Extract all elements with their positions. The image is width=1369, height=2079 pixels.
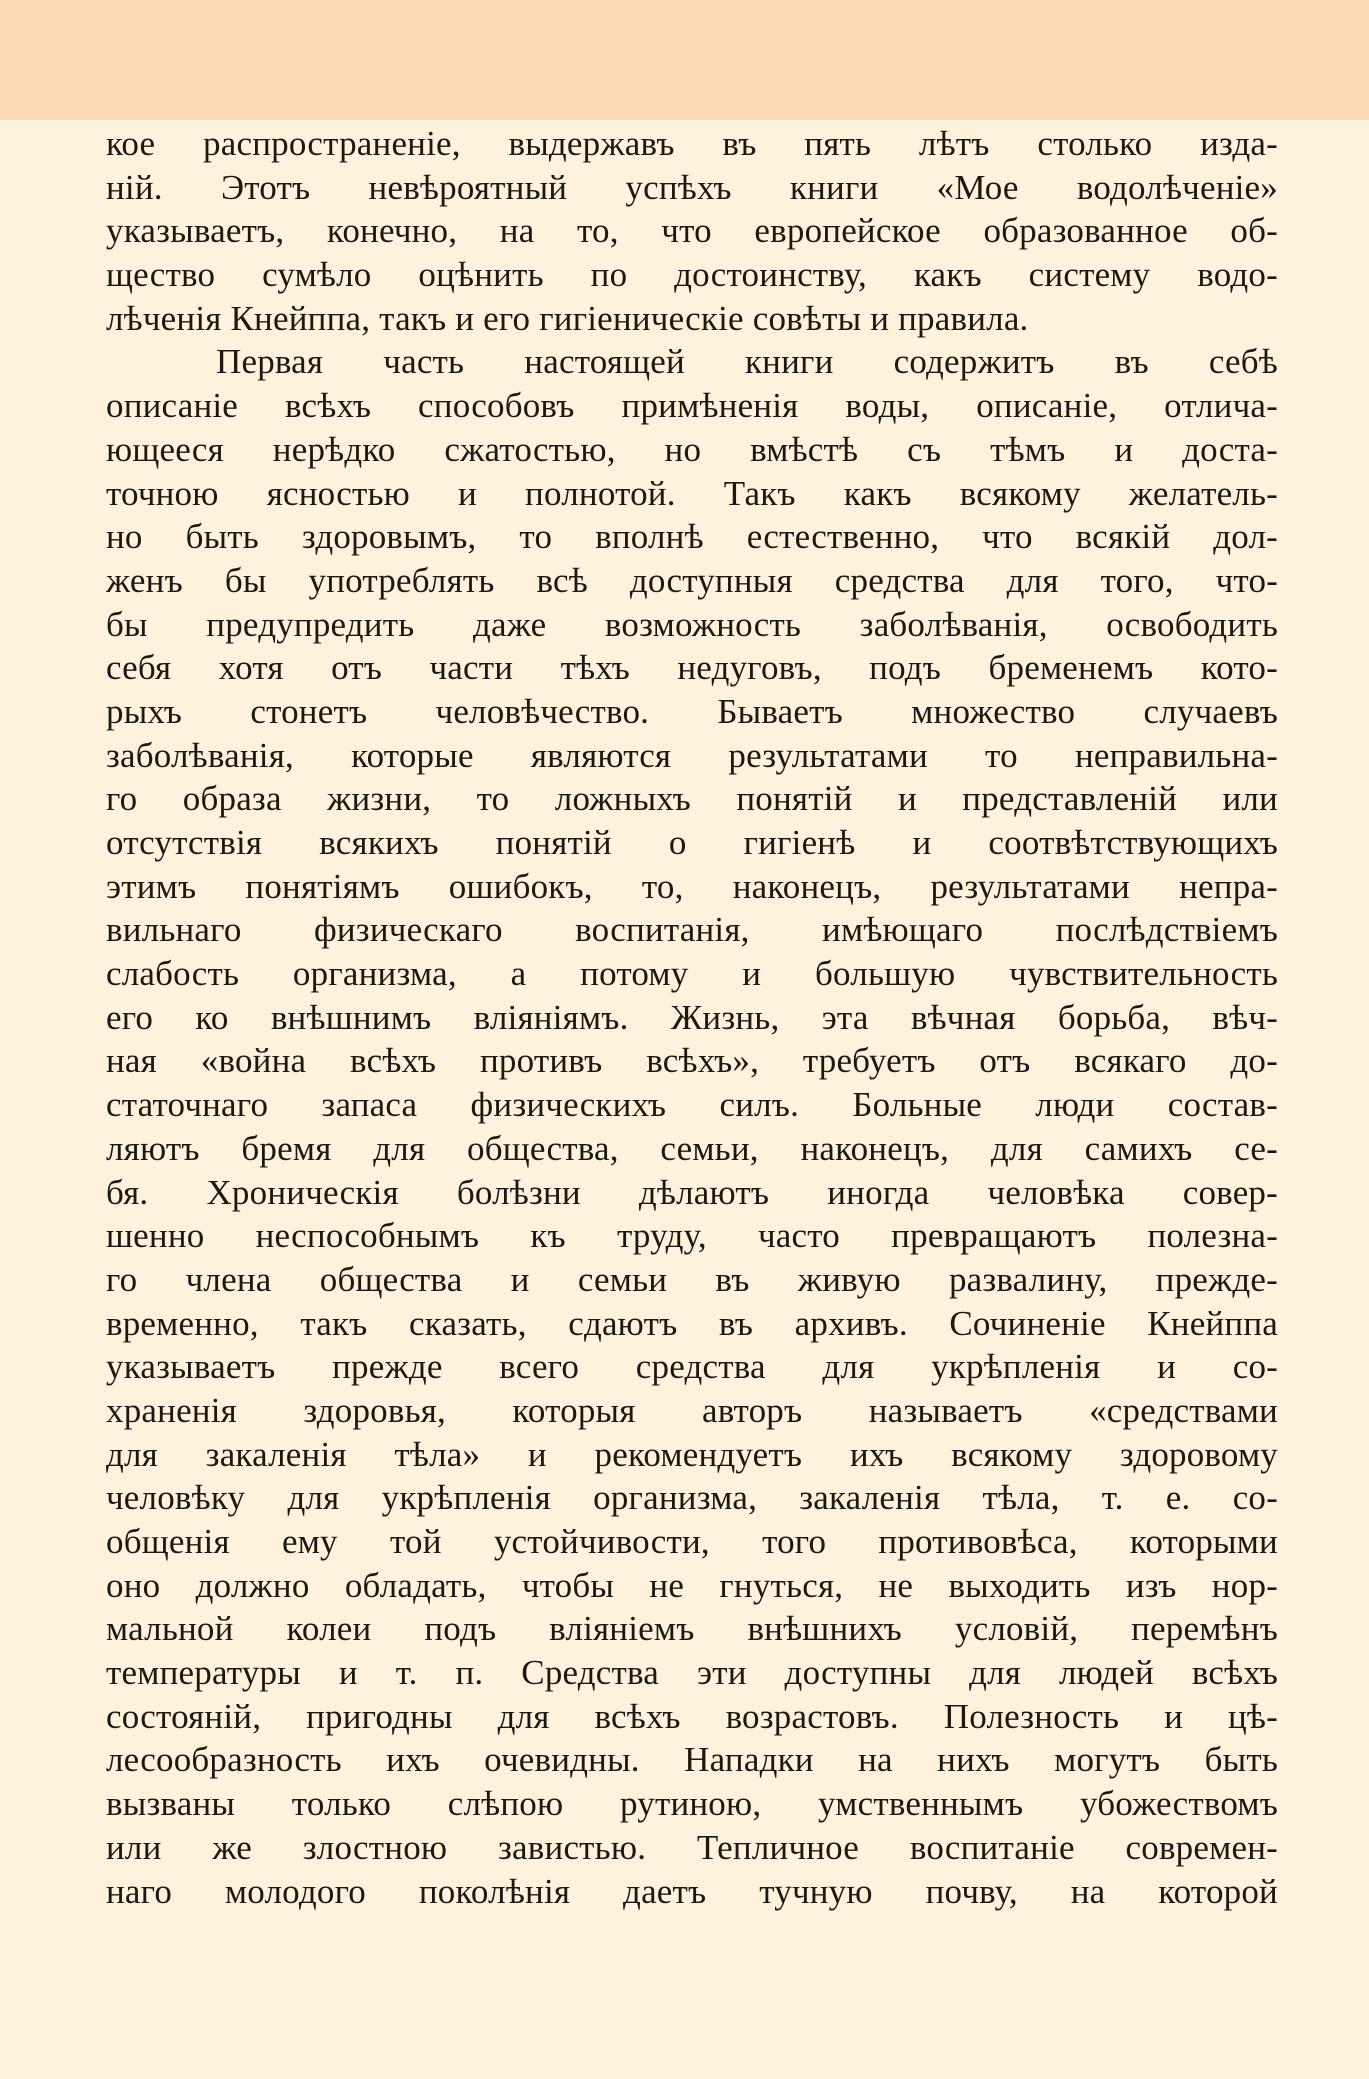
text-line: кое распространенie, выдержавъ въ пять лѣтъ столько изда- [106, 124, 1278, 163]
text-line: лѣченiя Кнейппа, такъ и его гигiеническiе совѣты и правила. [106, 298, 1029, 338]
text-line: рыхъ стонетъ человѣчество. Бываетъ множество случаевъ [106, 691, 1278, 731]
text-line: вызваны только слѣпою рутиною, умственнымъ убожествомъ [106, 1784, 1278, 1824]
text-line: человѣку для укрѣпленiя организма, закаленiя тѣла, т. е. со- [106, 1478, 1278, 1518]
text-line: лесообразность ихъ очевидны. Нападки на нихъ могутъ быть [106, 1740, 1278, 1780]
text-line: нiй. Этотъ невѣроятный успѣхъ книги «Мое водолѣченiе» [106, 167, 1278, 207]
text-line: наго молодого поколѣнiя даетъ тучную почву, на которой [106, 1871, 1278, 1911]
text-line: описанiе всѣхъ способовъ примѣненiя воды, описанiе, отлича- [106, 386, 1278, 426]
text-line: указываетъ прежде всего средства для укрѣпленiя и со- [106, 1347, 1278, 1387]
text-line: или же злостною завистью. Тепличное воспитанiе современ- [106, 1827, 1278, 1867]
text-line: но быть здоровымъ, то вполнѣ естественно, что всякiй дол- [106, 517, 1278, 557]
text-line: го образа жизни, то ложныхъ понятiй и представленiй или [106, 779, 1278, 819]
text-line: заболѣванiя, которые являются результатами то неправильна- [106, 735, 1278, 775]
text-line: себя хотя отъ части тѣхъ недуговъ, подъ бременемъ кото- [106, 648, 1278, 688]
text-line: статочнаго запаса физическихъ силъ. Больные люди состав- [106, 1085, 1278, 1125]
text-line: отсутствiя всякихъ понятiй о гигiенѣ и соотвѣтствующихъ [106, 823, 1278, 862]
text-line: ющееся нерѣдко сжатостью, но вмѣстѣ съ тѣмъ и доста- [106, 429, 1278, 469]
text-line: щество сумѣло оцѣнить по достоинству, какъ систему водо- [106, 255, 1278, 295]
text-line: ная «война всѣхъ противъ всѣхъ», требуетъ отъ всякаго до- [106, 1041, 1278, 1081]
text-line: бя. Хроническiя болѣзни дѣлаютъ иногда человѣка совер- [106, 1172, 1278, 1212]
text-line: женъ бы употреблять всѣ доступныя средства для того, что- [106, 560, 1278, 600]
body-text [106, 122, 1278, 1913]
text-line: шенно неспособнымъ къ труду, часто превращаютъ полезна- [106, 1216, 1278, 1256]
text-line: го члена общества и семьи въ живую развалину, прежде- [106, 1259, 1278, 1299]
text-line: этимъ понятiямъ ошибокъ, то, наконецъ, результатами непра- [106, 866, 1278, 906]
text-line: для закаленiя тѣла» и рекомендуетъ ихъ всякому здоровому [106, 1434, 1278, 1474]
text-line: общенiя ему той устойчивости, того противовѣса, которыми [106, 1522, 1278, 1561]
text-line: состоянiй, пригодны для всѣхъ возрастовъ. Полезность и цѣ- [106, 1696, 1278, 1736]
text-line: вильнаго физическаго воспитанiя, имѣющаго послѣдствiемъ [106, 910, 1278, 950]
paragraph-first-line: Первая часть настоящей книги содержитъ въ себѣ [216, 342, 1278, 382]
text-line: его ко внѣшнимъ влiянiямъ. Жизнь, эта вѣчная борьба, вѣч- [106, 997, 1278, 1037]
text-line: оно должно обладать, чтобы не гнуться, не выходить изъ нор- [106, 1565, 1278, 1605]
text-line: мальной колеи подъ влiянiемъ внѣшнихъ условiй, перемѣнъ [106, 1609, 1278, 1649]
text-line: бы предупредить даже возможность заболѣванiя, освободить [106, 604, 1278, 644]
text-line: храненiя здоровья, которыя авторъ называетъ «средствами [106, 1390, 1278, 1430]
text-line: слабость организма, а потому и большую чувствительность [106, 954, 1278, 994]
text-line: ляютъ бремя для общества, семьи, наконецъ, для самихъ се- [106, 1128, 1278, 1168]
text-line: температуры и т. п. Средства эти доступны для людей всѣхъ [106, 1653, 1278, 1693]
text-line: временно, такъ сказать, сдаютъ въ архивъ. Сочиненiе Кнейппа [106, 1303, 1278, 1343]
text-line: указываетъ, конечно, на то, что европейское образованное об- [106, 211, 1278, 251]
text-line: точною ясностью и полнотой. Такъ какъ всякому желатель- [106, 473, 1278, 513]
